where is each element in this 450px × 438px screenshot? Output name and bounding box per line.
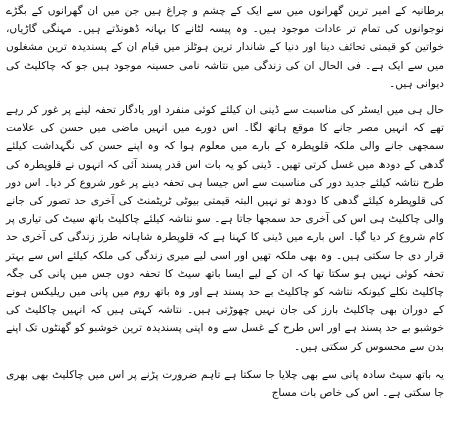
article-paragraph-easter-gift: حال ہی میں ایسٹر کی مناسبت سے ڈینی ان کیلئے کوئی منفرد اور یادگار تحفہ لینے پر غور کر رہے تھے کہ انہیں مصر جانے کا موقع ہاتھ لگا۔ اس دورے میں انہیں ماضی میں حسن کی علامت سمجھی جانے والی ملکہ قلوپطرہ کے بارے میں معلوم ہوا کہ وہ اپنے حسن کی نگہداشت کیلئے گدھی کے دودھ میں غسل کرتی تھیں۔ ڈینی کو یہ بات اس قدر پسند آئی کہ انہوں نے قلوپطرہ کی طرح نتاشہ کیلئے جدید دور کی مناسبت سے اس جیسا ہی تحفہ دینے پر غور شروع کر دیا۔ اس دور کی قلوپطرہ کیلئے گدھی کا دودھ تو نہیں البتہ قیمتی بیوٹی ٹریٹمنٹ کی آخری حد تصور کی جانے والی چاکلیٹ ہی اس کی آخری حد سمجھا جاتا ہے۔ سو نتاشہ کیلئے چاکلیٹ باتھ سیٹ کی تیاری پر کام شروع کر دیا گیا۔ اس بارے میں ڈینی کا کہنا ہے کہ قلوپطرہ شاہانہ طرز زندگی کی آخری حد قرار دی جا سکتی ہیں۔ وہ بھی ملکہ تھیں اور اسی لیے میری زندگی کی ملکہ کیلئے اس سے بہتر تحفہ کوئی نہیں ہو سکتا تھا کہ ان کے لیے ایسا باتھ سیٹ کا تحفہ دوں جس میں پانی کی جگہ چاکلیٹ نکلے کیونکہ نتاشہ کو چاکلیٹ بے حد پسند ہے اور وہ باتھ روم میں پانی میں ریلیکس ہونے کے دوران بھی چاکلیٹ بارز کی جان نہیں چھوڑتی ہیں۔ نتاشہ کہتی ہیں کہ انہیں چاکلیٹ کی خوشبو بے حد پسند ہے اور اس طرح کے غسل سے وہ اپنی پسندیدہ ترین خوشبو کو گھنٹوں تک اپنے بدن سے محسوس کر سکتی ہیں۔ (6, 104, 444, 353)
paragraph-spacer (6, 93, 444, 101)
article-paragraph-intro: برطانیہ کے امیر ترین گھرانوں میں سے ایک کے چشم و چراغ ہیں جن میں ان گھرانوں کے بگڑے نوجوانوں کی تمام تر عادات موجود ہیں۔ وہ پیسہ لٹانے کا بہانہ ڈھونڈتے ہیں۔ مہنگی گاڑیاں، خواتین کو قیمتی تحائف دینا اور دنیا کے شاندار ترین ہوٹلز میں قیام ان کے پسندیدہ ترین مشغلوں میں سے ایک ہے۔ فی الحال ان کی زندگی میں نتاشہ نامی حسینہ موجود ہیں جو کہ چاکلیٹ کی دیوانی ہیں۔ (6, 5, 444, 90)
paragraph-spacer (6, 356, 444, 366)
article-paragraph-bath-set: یہ باتھ سیٹ سادہ پانی سے بھی چلایا جا سکتا ہے تاہم ضرورت پڑنے پر اس میں چاکلیٹ بھی بھری جا سکتی ہے۔ اس کی خاص بات مساج (6, 368, 444, 400)
